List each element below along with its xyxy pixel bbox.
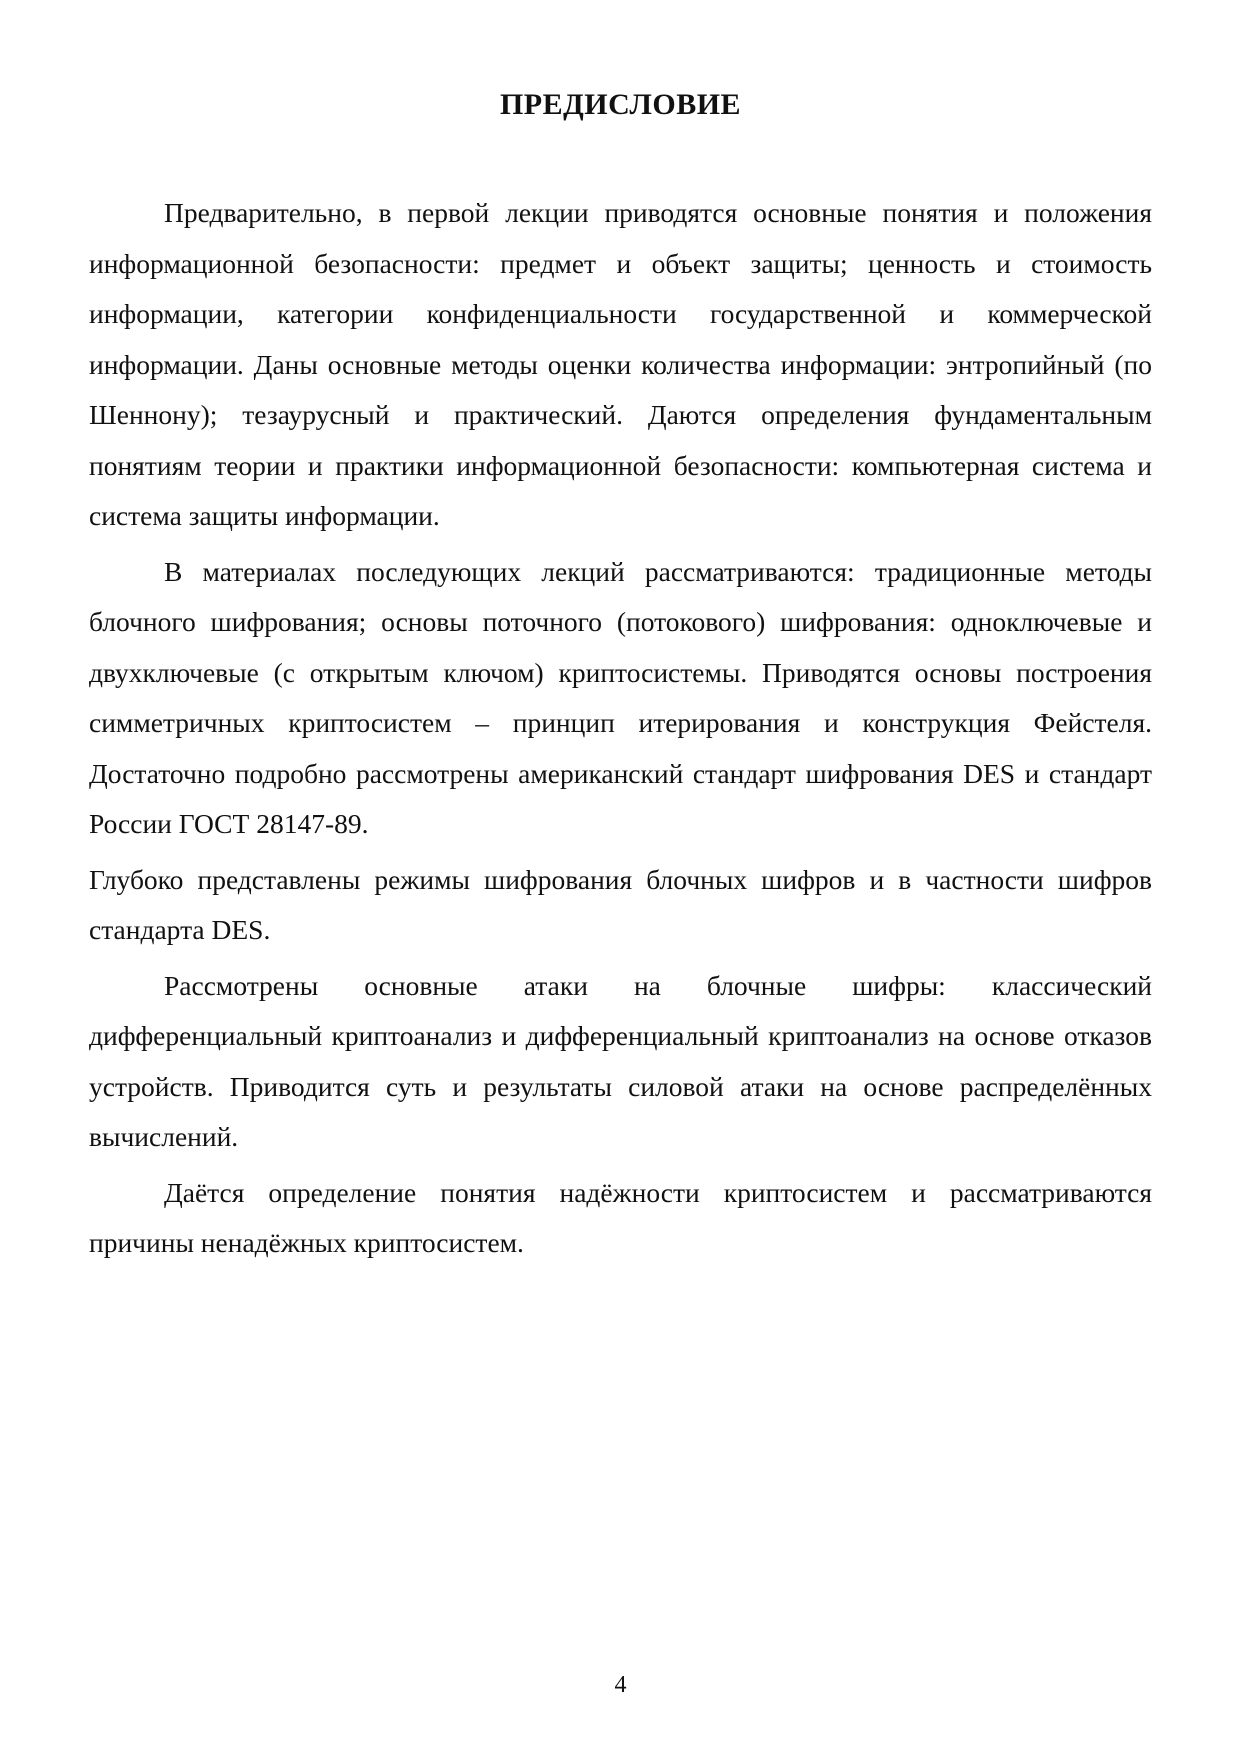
paragraph-cipher-modes: Глубоко представлены режимы шифрования блочных шифров и в частности шифров стандарта DES. <box>89 863 1152 945</box>
body-text <box>89 188 1152 1269</box>
page-title: ПРЕДИСЛОВИЕ <box>499 88 742 121</box>
page-number: 4 <box>614 1672 627 1698</box>
paragraph-reliability: Даётся определение понятия надёжности криптосистем и рассматриваются причины ненадёжных криптосистем. <box>89 1176 1152 1258</box>
paragraph-lectures-overview: В материалах последующих лекций рассматриваются: традиционные методы блочного шифрования; основы поточного (потокового) шифрования: одноключевые и двухключевые (с открытым ключом) криптосистемы. Приводятся основы построения симметричных криптосистем – принцип итерирования и конструкция Фейстеля. Достаточно подробно рассмотрены американский стандарт шифрования DES и стандарт России ГОСТ 28147-89. <box>89 555 1152 839</box>
paragraph-introduction: Предварительно, в первой лекции приводятся основные понятия и положения информационной безопасности: предмет и объект защиты; ценность и стоимость информации, категории конфиденциальности государственной и коммерческой информации. Даны основные методы оценки количества информации: энтропийный (по Шеннону); тезаурусный и практический. Даются определения фундаментальным понятиям теории и практики информационной безопасности: компьютерная система и система защиты информации. <box>89 197 1152 531</box>
paragraph-attacks: Рассмотрены основные атаки на блочные шифры: классический дифференциальный криптоанализ и дифференциальный криптоанализ на основе отказов устройств. Приводится суть и результаты силовой атаки на основе распределённых вычислений. <box>89 969 1152 1152</box>
